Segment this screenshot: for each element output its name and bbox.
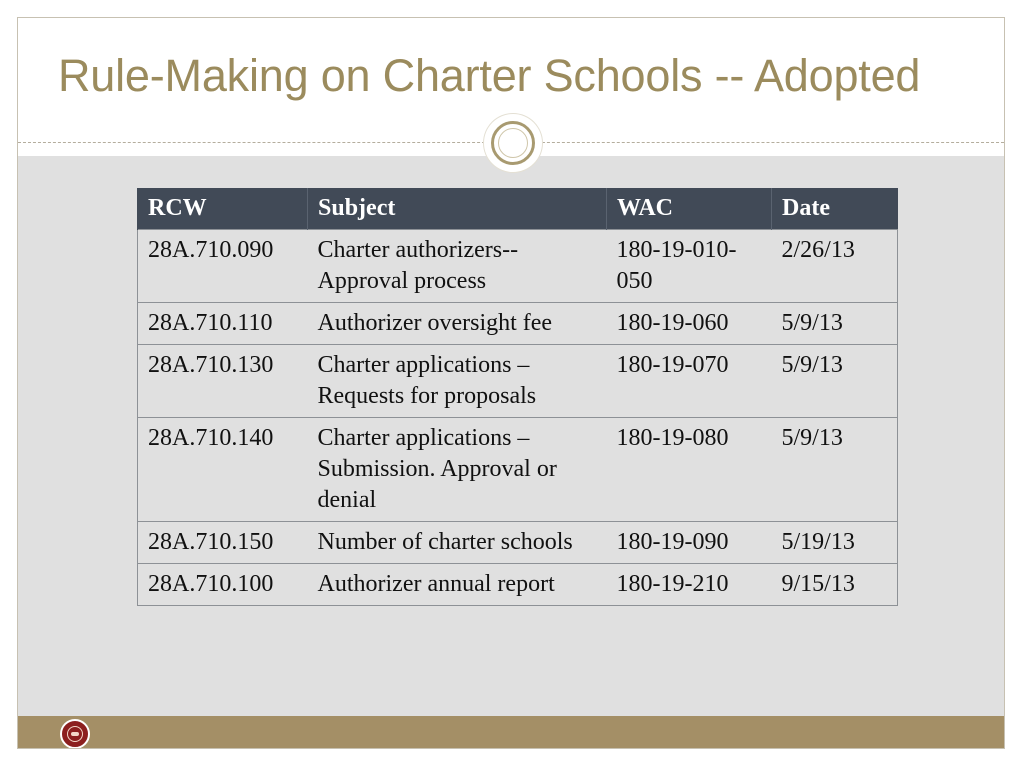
cell-wac: 180-19-210: [607, 564, 772, 606]
cell-wac: 180-19-010-050: [607, 230, 772, 303]
cell-rcw: 28A.710.140: [138, 418, 308, 522]
seal-logo-icon: [60, 719, 90, 749]
table-row: [138, 418, 898, 522]
cell-date: 9/15/13: [772, 564, 898, 606]
cell-subject: Authorizer annual report: [308, 564, 607, 606]
logo-inner: [67, 726, 83, 742]
cell-subject: Charter authorizers--Approval process: [308, 230, 607, 303]
cell-date: 5/9/13: [772, 303, 898, 345]
slide-title: Rule-Making on Charter Schools -- Adopted: [58, 50, 921, 101]
circle-ornament-icon: [484, 114, 542, 172]
table-row: [138, 230, 898, 303]
header-wac: WAC: [607, 188, 772, 230]
cell-date: 5/9/13: [772, 418, 898, 522]
cell-subject: Charter applications – Submission. Approval or denial: [308, 418, 607, 522]
cell-wac: 180-19-090: [607, 522, 772, 564]
table-row: [138, 303, 898, 345]
header-date: Date: [772, 188, 898, 230]
cell-date: 5/9/13: [772, 345, 898, 418]
cell-wac: 180-19-080: [607, 418, 772, 522]
cell-rcw: 28A.710.090: [138, 230, 308, 303]
cell-rcw: 28A.710.150: [138, 522, 308, 564]
slide: [17, 17, 1005, 749]
ornament-ring: [491, 121, 535, 165]
cell-subject: Number of charter schools: [308, 522, 607, 564]
header-subject: Subject: [308, 188, 607, 230]
cell-date: 5/19/13: [772, 522, 898, 564]
cell-date: 2/26/13: [772, 230, 898, 303]
footer-bar: [18, 716, 1004, 749]
cell-wac: 180-19-060: [607, 303, 772, 345]
cell-rcw: 28A.710.100: [138, 564, 308, 606]
table-row: [138, 522, 898, 564]
cell-subject: Authorizer oversight fee: [308, 303, 607, 345]
table-header-row: [138, 188, 898, 230]
cell-rcw: 28A.710.110: [138, 303, 308, 345]
cell-wac: 180-19-070: [607, 345, 772, 418]
cell-rcw: 28A.710.130: [138, 345, 308, 418]
table-row: [138, 345, 898, 418]
table-row: [138, 564, 898, 606]
header-rcw: RCW: [138, 188, 308, 230]
cell-subject: Charter applications – Requests for proposals: [308, 345, 607, 418]
rules-table: [137, 188, 898, 606]
